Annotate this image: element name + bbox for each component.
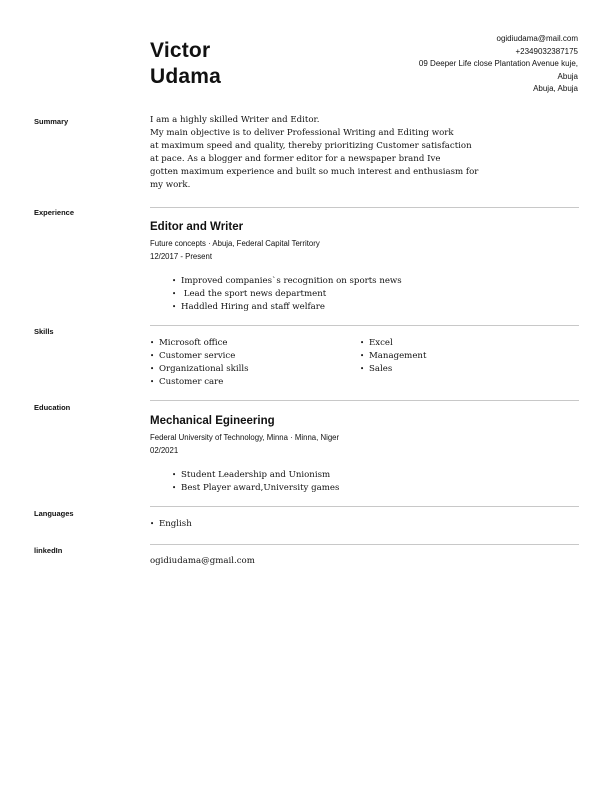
linkedin-value: ogidiudama@gmail.com [150, 556, 255, 566]
divider [150, 207, 579, 208]
list-item: • English [150, 518, 192, 531]
skills-col-2 [360, 337, 426, 376]
education-date: 02/2021 [150, 446, 179, 455]
summary-line: My main objective is to deliver Professional Writing and Editing work [150, 128, 454, 138]
summary-line: at pace. As a blogger and former editor for a newspaper brand Ive [150, 154, 441, 164]
job-bullets [172, 275, 402, 314]
list-item: • Microsoft office [150, 337, 249, 350]
list-item: • Management [360, 350, 426, 363]
list-item: • Lead the sport news department [172, 288, 402, 301]
summary-line: my work. [150, 180, 191, 190]
list-item: • Best Player award,University games [172, 482, 339, 495]
address-line: 09 Deeper Life close Plantation Avenue kuje, [418, 59, 578, 69]
school: Federal University of Technology, Minna · Minna, Niger [150, 433, 340, 442]
list-item: • Excel [360, 337, 426, 350]
list-item: • Customer service [150, 350, 249, 363]
languages-list [150, 518, 192, 531]
education-bullets [172, 469, 339, 495]
section-label-linkedin: linkedIn [34, 546, 63, 555]
degree-title: Mechanical Egineering [150, 415, 275, 427]
section-label-experience: Experience [34, 208, 75, 217]
job-dates: 12/2017 - Present [150, 252, 212, 261]
candidate-name [150, 38, 221, 90]
section-label-summary: Summary [34, 117, 69, 126]
section-label-skills: Skills [34, 327, 54, 336]
list-item: • Sales [360, 363, 426, 376]
divider [150, 506, 579, 507]
section-label-education: Education [34, 403, 71, 412]
address-line: Abuja [557, 71, 578, 81]
divider [150, 325, 579, 326]
summary-line: at maximum speed and quality, thereby prioritizing Customer satisfaction [150, 141, 472, 151]
skills-col-1 [150, 337, 249, 389]
list-item: • Student Leadership and Unionism [172, 469, 339, 482]
contact-block [419, 33, 578, 96]
email: ogidiudama@mail.com [496, 34, 578, 43]
summary-line: gotten maximum experience and built so much interest and enthusiasm for [150, 167, 479, 177]
first-name: Victor [150, 39, 211, 62]
list-item: • Improved companies`s recognition on sports news [172, 275, 402, 288]
divider [150, 400, 579, 401]
list-item: • Haddled Hiring and staff welfare [172, 301, 402, 314]
summary-text [150, 114, 478, 192]
last-name: Udama [150, 65, 222, 88]
divider [150, 544, 579, 545]
job-title: Editor and Writer [150, 221, 244, 233]
address-city: Abuja, Abuja [533, 84, 578, 94]
job-company: Future concepts · Abuja, Federal Capital Territory [150, 239, 320, 248]
section-label-languages: Languages [34, 509, 74, 518]
summary-line: I am a highly skilled Writer and Editor. [150, 115, 320, 125]
list-item: • Organizational skills [150, 363, 249, 376]
phone: +2349032387175 [515, 46, 578, 56]
list-item: • Customer care [150, 376, 249, 389]
